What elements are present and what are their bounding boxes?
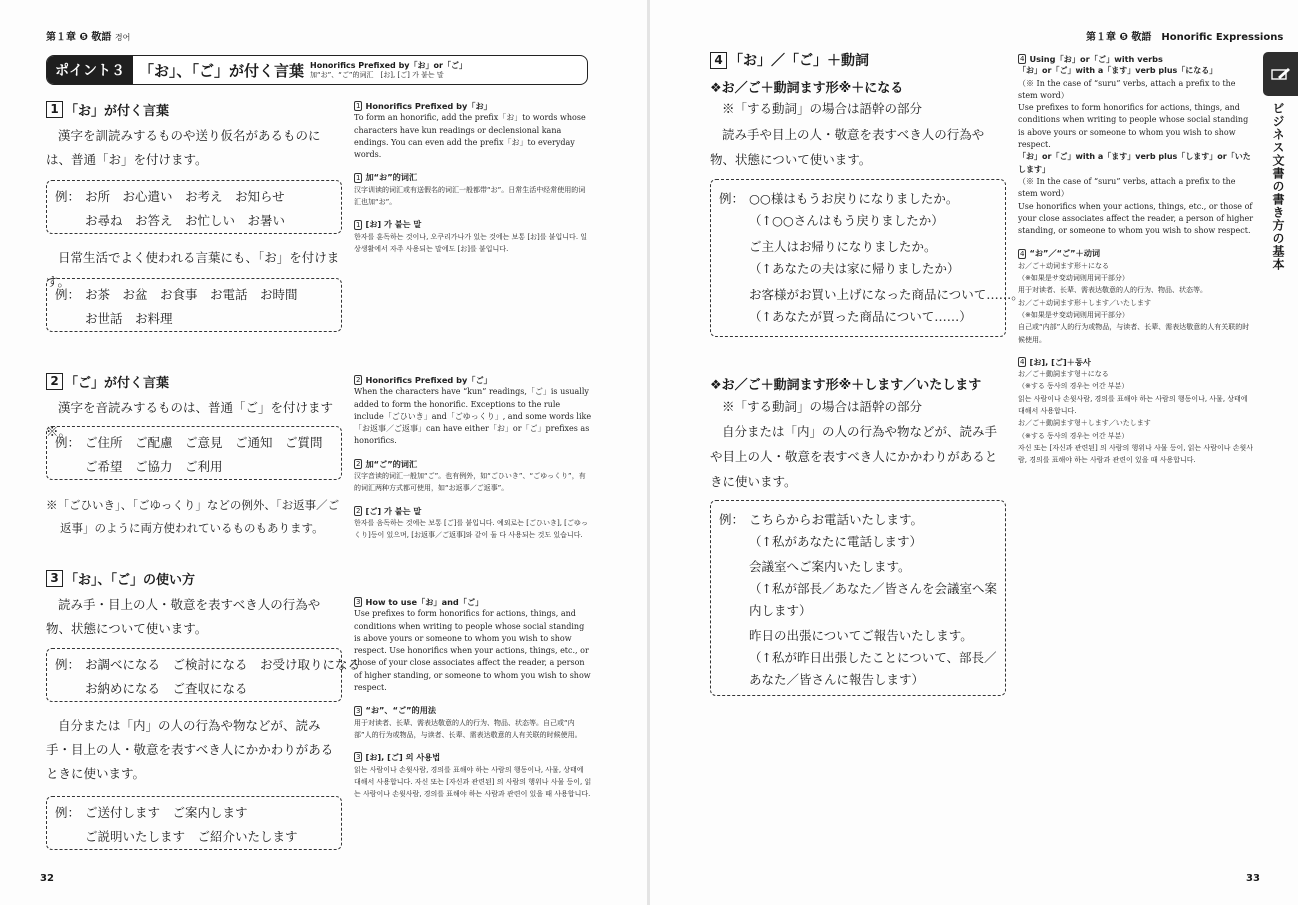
example-box-3a: 例： お調べになる ご検討になる お受け取りになる お納めになる ご査収になる	[46, 648, 342, 702]
sub1-heading: ❖お／ご＋動詞ます形※＋になる	[710, 81, 904, 96]
section-2-text: 漢字を音読みするものは、普通「ご」を付けます※。	[46, 400, 334, 439]
section-2-note: ※「ごひいき」、「ごゆっくり」などの例外、「お返事／ご返事」のように両方使われているものもあります。	[46, 498, 340, 535]
sub2-note: ※「する動詞」の場合は語幹の部分	[722, 399, 923, 414]
side-note-3: 3 How to use「お」and「ご」 Use prefixes to form honorifics for actions, things, and conditions when writing to people whose social standing is above yours or someone to whom you wish to show respect. Use honorifics when your actions, things, etc., or those of your close associates affect the reader, a person of higher standing, or someone to whom you wish to show respect. 3 “お”、“ご”的用法 用于对读者、长辈、需表达敬意的人的行为、物品、状态等。自己或“内部”人的行为或物品，与读者、长辈、需表达敬意的人有关联的时候使用。 3 [お], [ご] 의 사용법 읽는 사람이나 손윗사람, 경의를 표해야 하는 사람의 행동이나, 사물, 상태에 대해서 사용합니다. 자신 또는 [자신과 관련된] 의 사람의 행위나 사물 등이, 읽는 사람이나 손윗사람, 경의를 표해야 하는 사람과 관련이 있을 때 사용합니다.	[354, 597, 592, 799]
point-banner	[46, 55, 588, 85]
running-head-right: 第１章 ❺ 敬語 Honorific Expressions	[1086, 32, 1284, 43]
example-box-4a: 例： ○○様はもうお戻りになりましたか。 （↑○○さんはもう戻りましたか） ご主人はお帰りになりましたか。 （↑あなたの夫は家に帰りましたか） お客様がお買い上げになった商品について……。 （↑あなたが買った商品について……）	[710, 179, 1006, 337]
side-note-2: 2 Honorifics Prefixed by「ご」 When the characters have “kun” readings,「ご」is usually added to form the honorific. Exceptions to the rule include「ごひいき」and「ごゆっくり」, and some words like「お返事／ご返事」can have either「お」or「ご」prefixes as honorifics. 2 加“ご”的词汇 汉字音读的词汇一般加“ご”。也有例外，如“ごひいき”、“ごゆっくり”，有的词汇两种方式都可使用，如“お返事／ご返事”。 2 [ご] 가 붙는 말 한자를 음독하는 것에는 보통 [ご]를 붙입니다. 예외로는 [ごひいき], [ごゆっくり]등이 있으며, [お返事／ご返事]와 같이 둘 다 사용되는 것도 있습니다.	[354, 375, 592, 540]
section-1-heading: 1 「お」が付く言葉	[46, 100, 169, 119]
example-box-4b: 例： こちらからお電話いたします。 （↑私があなたに電話します） 会議室へご案内いたします。 （↑私が部長／あなた／皆さんを会議室へ案内します） 昨日の出張についてご報告いたします。 （↑私が昨日出張したことについて、部長／あなた／皆さんに報告します）	[710, 500, 1006, 696]
example-box-1b: 例： お茶 お盆 お食事 お電話 お時間 お世話 お料理	[46, 278, 342, 332]
running-head-left: 第１章 ❺ 敬語 경어	[46, 32, 131, 43]
point-title: 「お」、「ご」が付く言葉	[139, 61, 305, 80]
section-1-text: 漢字を訓読みするものや送り仮名があるものには、普通「お」を付けます。	[46, 128, 321, 167]
vertical-chapter-title: ビジネス文書の書き方の基本	[1271, 102, 1285, 271]
section-3-text: 読み手・目上の人・敬意を表すべき人の行為や物、状態について使います。	[46, 597, 321, 636]
sub2-heading: ❖お／ご＋動詞ます形※＋します／いたします	[710, 378, 982, 393]
section-2-heading: 2 「ご」が付く言葉	[46, 372, 169, 391]
section-3-text2: 自分または「内」の人の行為や物などが、読み手・目上の人・敬意を表すべき人にかかわりがあるときに使います。	[46, 718, 334, 781]
left-page	[0, 0, 648, 905]
side-note-1: 1 Honorifics Prefixed by「お」 To form an honorific, add the prefix「お」to words whose characters have kun readings or declensional kana endings. You can even add the prefix「お」to everyday words. 1 加“お”的词汇 汉字训读的词汇或有送假名的词汇一般都带“お”。日常生活中经常使用的词汇也加“お”。 1 [お] 가 붙는 말 한자를 훈독하는 것이나, 오쿠리가나가 있는 것에는 보통 [お]를 붙입니다. 일상생활에서 자주 사용되는 말에도 [お]를 붙입니다.	[354, 101, 588, 253]
example-box-3b: 例： ご送付します ご案内します ご説明いたします ご紹介いたします	[46, 796, 342, 850]
sub1-text: 読み手や目上の人・敬意を表すべき人の行為や物、状態について使います。	[710, 127, 985, 167]
page-number-right: 33	[1246, 873, 1260, 884]
sub2-text: 自分または「内」の人の行為や物などが、読み手や目上の人・敬意を表すべき人にかかわりがあるときに使います。	[710, 424, 998, 489]
point-subtitle: Honorifics Prefixed by「お」or「ご」 加“お”、“ご”的词汇 [お], [ご] 가 붙는 말	[310, 61, 467, 79]
section-4-heading: 4 「お」／「ご」＋動詞	[710, 50, 869, 70]
chapter-tab	[1263, 52, 1298, 96]
section-1-text2: 日常生活でよく使われる言葉にも、「お」を付けます。	[46, 250, 340, 289]
section-3-heading: 3 「お」、「ご」の使い方	[46, 569, 195, 588]
point-label: ポイント３	[47, 56, 133, 84]
sub1-note: ※「する動詞」の場合は語幹の部分	[722, 101, 923, 116]
side-note-4: 4 Using「お」or「ご」with verbs 「お」or「ご」with a「ます」verb plus「になる」 （※ In the case of “suru” verbs, attach a prefix to the stem word） Use prefixes to form honorifics for actions, things, and conditions when writing to people whose social standing is above yours or someone to whom you wish to show respect. 「お」or「ご」with a「ます」verb plus「します」or「いたします」 （※ In the case of “suru” verbs, attach a prefix to the stem word） Use honorifics when your actions, things, etc., or those of your close associates affect the reader, a person of higher standing, or someone to whom you wish to show respect. 4 “お”／“ご”＋动词 お／ご＋动词ます形＋になる （※如果是サ变动词则用词干部分） 用于对读者、长辈、需表达敬意的人的行为、物品、状态等。 お／ご＋动词ます形＋します／いたします （※如果是サ变动词则用词干部分） 自己或“内部”人的行为或物品，与读者、长辈、需表达敬意的人有关联的时候使用。 4 [お], [ご]＋동사 お／ご＋動詞ます형＋になる （※する 동사의 경우는 어간 부분） 읽는 사람이나 손윗사람, 경의를 표해야 하는 사람의 행동이나, 사물, 상태에 대해서 사용합니다. お／ご＋動詞ます형＋します／いたします （※する 동사의 경우는 어간 부분） 자신 또는 [자신과 관련된] 의 사람의 행위나 사물 등이, 읽는 사람이나 손윗사람, 경의를 표해야 하는 사람과 관련이 있을 때 사용합니다.	[1018, 54, 1254, 465]
page-number-left: 32	[40, 873, 54, 884]
example-box-2: 例： ご住所 ご配慮 ご意見 ご通知 ご質問 ご希望 ご協力 ご利用	[46, 426, 342, 480]
right-page	[650, 0, 1298, 905]
writing-icon	[1270, 67, 1292, 81]
example-box-1a: 例： お所 お心遣い お考え お知らせ お尋ね お答え お忙しい お暑い	[46, 180, 342, 234]
